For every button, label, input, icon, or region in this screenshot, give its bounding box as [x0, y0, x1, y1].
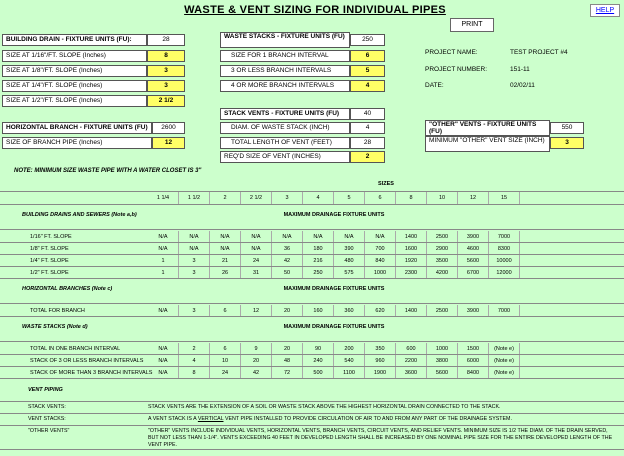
- four-or-more-intervals-value: 4: [350, 80, 385, 92]
- table-cell: 575: [334, 267, 365, 279]
- table-cell: N/A: [148, 243, 179, 255]
- table-cell: (Note e): [489, 367, 520, 379]
- stack-vents-fu-input[interactable]: 40: [350, 108, 385, 120]
- table-row-label: TOTAL IN ONE BRANCH INTERVAL: [30, 346, 121, 352]
- table-cell: 4200: [427, 267, 458, 279]
- table-cell: 3800: [427, 355, 458, 367]
- building-drain-label: BUILDING DRAIN - FIXTURE UNITS (FU):: [2, 34, 147, 46]
- table-cell: 7000: [489, 305, 520, 317]
- vent-length-label: TOTAL LENGTH OF VENT (FEET): [220, 137, 350, 149]
- help-link[interactable]: HELP: [590, 4, 620, 17]
- table-cell: 48: [272, 355, 303, 367]
- branch-pipe-size-value: 12: [152, 137, 185, 149]
- table-cell: N/A: [334, 231, 365, 243]
- table-cell: 3: [179, 305, 210, 317]
- slope-1-8-value: 3: [147, 65, 185, 77]
- divider: [0, 204, 624, 205]
- waste-stack-diameter-input[interactable]: 4: [350, 122, 385, 134]
- divider: [0, 316, 624, 317]
- size-column-header: 6: [365, 192, 396, 204]
- table-cell: 9: [241, 343, 272, 355]
- section-title: BUILDING DRAINS AND SEWERS (Note a,b): [22, 212, 137, 218]
- table-cell: 390: [334, 243, 365, 255]
- table-cell: 31: [241, 267, 272, 279]
- table-cell: 42: [241, 367, 272, 379]
- stack-vents-label: STACK VENTS - FIXTURE UNITS (FU): [220, 108, 350, 120]
- building-drain-fu-input[interactable]: 28: [147, 34, 185, 46]
- table-cell: N/A: [148, 231, 179, 243]
- table-cell: 5600: [427, 367, 458, 379]
- table-cell: 6: [210, 305, 241, 317]
- min-other-vent-size-value: 3: [550, 137, 584, 149]
- slope-1-2-label: SIZE AT 1/2"/FT. SLOPE (Inches): [2, 95, 147, 107]
- table-cell: 620: [365, 305, 396, 317]
- one-branch-interval-value: 6: [350, 50, 385, 62]
- min-other-vent-size-label: MINIMUM "OTHER" VENT SIZE (INCH): [425, 136, 550, 152]
- table-cell: N/A: [241, 243, 272, 255]
- table-cell: 3: [179, 255, 210, 267]
- max-dfu-label: MAXIMUM DRAINAGE FIXTURE UNITS: [283, 324, 385, 330]
- table-cell: 960: [365, 355, 396, 367]
- slope-1-16-value: 8: [147, 50, 185, 62]
- size-column-header: 10: [427, 192, 458, 204]
- date-value[interactable]: 02/02/11: [510, 82, 535, 89]
- table-cell: 6700: [458, 267, 489, 279]
- divider: [0, 378, 624, 379]
- section-title: HORIZONTAL BRANCHES (Note c): [22, 286, 113, 292]
- table-cell: 1500: [458, 343, 489, 355]
- table-cell: 1000: [365, 267, 396, 279]
- table-cell: 8: [179, 367, 210, 379]
- three-or-less-intervals-label: 3 OR LESS BRANCH INTERVALS: [220, 65, 350, 77]
- table-cell: 250: [303, 267, 334, 279]
- table-cell: N/A: [303, 231, 334, 243]
- table-cell: N/A: [148, 343, 179, 355]
- table-cell: 480: [334, 255, 365, 267]
- table-row-label: 1/4" FT. SLOPE: [30, 258, 69, 264]
- table-cell: 72: [272, 367, 303, 379]
- table-cell: 21: [210, 255, 241, 267]
- table-cell: N/A: [365, 231, 396, 243]
- definition-term: STACK VENTS:: [28, 404, 66, 410]
- size-column-header: 1 1/2: [179, 192, 210, 204]
- table-cell: 4600: [458, 243, 489, 255]
- table-cell: 42: [272, 255, 303, 267]
- table-cell: N/A: [148, 305, 179, 317]
- table-cell: 1000: [427, 343, 458, 355]
- table-cell: N/A: [148, 355, 179, 367]
- definition-term: VENT STACKS:: [28, 416, 66, 422]
- four-or-more-intervals-label: 4 OR MORE BRANCH INTERVALS: [220, 80, 350, 92]
- table-cell: 6000: [458, 355, 489, 367]
- table-cell: 2900: [427, 243, 458, 255]
- section-title: WASTE STACKS (Note d): [22, 324, 88, 330]
- table-cell: 50: [272, 267, 303, 279]
- table-cell: 360: [334, 305, 365, 317]
- divider: [0, 303, 624, 304]
- table-cell: 2500: [427, 305, 458, 317]
- table-cell: 200: [334, 343, 365, 355]
- other-vents-label: "OTHER" VENTS - FIXTURE UNITS (FU): [425, 120, 550, 136]
- print-button[interactable]: PRINT: [450, 18, 494, 32]
- definition-text-before: A VENT STACK IS A: [148, 416, 198, 422]
- divider: [0, 449, 624, 450]
- definition-text: "OTHER" VENTS INCLUDE INDIVIDUAL VENTS, HORIZONTAL VENTS, BRANCH VENTS, CIRCUIT VENTS, AND RELIEF VENTS. MINIMUM SIZE IS 1/2 THE DIAM. OF THE DRAIN SERVED, BUT NOT LESS THAN 1-1/4". VENTS EXCEEDING 40 FEET IN DEVELOPED LENGTH SHALL BE INCREASED BY ONE NOMINAL PIPE SIZE FOR THE ENTIRE DEVELOPED LENGTH OF THE VENT PIPE.: [148, 428, 613, 448]
- one-branch-interval-label: SIZE FOR 1 BRANCH INTERVAL: [220, 50, 350, 62]
- table-cell: 6: [210, 343, 241, 355]
- project-name-value[interactable]: TEST PROJECT #4: [510, 49, 568, 56]
- table-cell: N/A: [148, 367, 179, 379]
- table-cell: 10: [210, 355, 241, 367]
- divider: [0, 413, 624, 414]
- table-cell: 216: [303, 255, 334, 267]
- divider: [0, 278, 624, 279]
- table-cell: 7000: [489, 231, 520, 243]
- table-cell: 1: [148, 255, 179, 267]
- table-cell: N/A: [210, 231, 241, 243]
- max-dfu-label: MAXIMUM DRAINAGE FIXTURE UNITS: [283, 212, 385, 218]
- table-cell: 1900: [365, 367, 396, 379]
- table-cell: 8400: [458, 367, 489, 379]
- table-cell: 700: [365, 243, 396, 255]
- table-cell: 90: [303, 343, 334, 355]
- table-cell: N/A: [210, 243, 241, 255]
- required-vent-size-label: REQ'D SIZE OF VENT (INCHES): [220, 151, 350, 163]
- water-closet-note: NOTE: MINIMUM SIZE WASTE PIPE WITH A WATER CLOSET IS 3": [14, 168, 202, 174]
- definition-text: [148, 416, 618, 423]
- table-cell: 2: [179, 343, 210, 355]
- table-cell: 350: [365, 343, 396, 355]
- slope-1-16-label: SIZE AT 1/16"/FT. SLOPE (Inches): [2, 50, 147, 62]
- divider: [0, 341, 624, 342]
- table-cell: 1600: [396, 243, 427, 255]
- waste-stack-diameter-label: DIAM. OF WASTE STACK (INCH): [220, 122, 350, 134]
- table-cell: 540: [334, 355, 365, 367]
- size-column-header: 2: [210, 192, 241, 204]
- definition-term: "OTHER VENTS": [28, 428, 70, 434]
- definition-text-after: VENT PIPE INSTALLED TO PROVIDE CIRCULATION OF AIR TO AND FROM ANY PART OF THE DRAINAGE SYSTEM.: [223, 416, 512, 422]
- table-cell: 4: [179, 355, 210, 367]
- page-title: WASTE & VENT SIZING FOR INDIVIDUAL PIPES: [184, 4, 446, 16]
- size-column-header: 2 1/2: [241, 192, 272, 204]
- table-cell: 180: [303, 243, 334, 255]
- size-column-header: 4: [303, 192, 334, 204]
- table-row-label: TOTAL FOR BRANCH: [30, 308, 85, 314]
- definition-text: STACK VENTS ARE THE EXTENSION OF A SOIL OR WASTE STACK ABOVE THE HIGHEST HORIZONTAL DRAIN CONNECTED TO THE STACK.: [148, 404, 501, 410]
- project-number-label: PROJECT NUMBER:: [425, 66, 487, 73]
- project-number-value[interactable]: 151-11: [510, 66, 530, 73]
- table-cell: 500: [303, 367, 334, 379]
- table-cell: 12000: [489, 267, 520, 279]
- table-cell: 36: [272, 243, 303, 255]
- slope-1-4-label: SIZE AT 1/4"/FT. SLOPE (Inches): [2, 80, 147, 92]
- size-column-header: 15: [489, 192, 520, 204]
- branch-pipe-size-label: SIZE OF BRANCH PIPE (Inches): [2, 137, 152, 149]
- slope-1-2-value: 2 1/2: [147, 95, 185, 107]
- table-row-label: 1/16" FT. SLOPE: [30, 234, 72, 240]
- table-cell: 26: [210, 267, 241, 279]
- other-vents-fu-input[interactable]: 550: [550, 122, 584, 134]
- table-cell: 2200: [396, 355, 427, 367]
- table-cell: 20: [241, 355, 272, 367]
- table-cell: 1920: [396, 255, 427, 267]
- horizontal-branch-fu-input[interactable]: 2600: [152, 122, 185, 134]
- size-column-header: 12: [458, 192, 489, 204]
- table-cell: 2500: [427, 231, 458, 243]
- table-cell: 24: [241, 255, 272, 267]
- sizes-label: SIZES: [378, 181, 394, 187]
- size-column-header: 5: [334, 192, 365, 204]
- vent-length-input[interactable]: 28: [350, 137, 385, 149]
- table-row-label: 1/8" FT. SLOPE: [30, 246, 69, 252]
- three-or-less-intervals-value: 5: [350, 65, 385, 77]
- table-cell: 10000: [489, 255, 520, 267]
- table-cell: 12: [241, 305, 272, 317]
- max-dfu-label: MAXIMUM DRAINAGE FIXTURE UNITS: [283, 286, 385, 292]
- table-cell: 1400: [396, 231, 427, 243]
- divider: [0, 229, 624, 230]
- table-cell: 3900: [458, 231, 489, 243]
- table-row-label: STACK OF MORE THAN 3 BRANCH INTERVALS: [30, 370, 153, 376]
- table-cell: N/A: [179, 243, 210, 255]
- table-cell: 24: [210, 367, 241, 379]
- date-label: DATE:: [425, 82, 444, 89]
- table-cell: 1400: [396, 305, 427, 317]
- required-vent-size-value: 2: [350, 151, 385, 163]
- slope-1-4-value: 3: [147, 80, 185, 92]
- table-cell: 160: [303, 305, 334, 317]
- table-cell: 5600: [458, 255, 489, 267]
- size-column-header: 8: [396, 192, 427, 204]
- table-cell: N/A: [179, 231, 210, 243]
- waste-stacks-fu-input[interactable]: 250: [350, 34, 385, 46]
- table-cell: 1100: [334, 367, 365, 379]
- table-cell: 8300: [489, 243, 520, 255]
- project-name-label: PROJECT NAME:: [425, 49, 478, 56]
- definition-text-underlined: VERTICAL: [197, 416, 224, 422]
- table-cell: N/A: [272, 231, 303, 243]
- size-column-header: 1 1/4: [148, 192, 179, 204]
- table-cell: (Note e): [489, 355, 520, 367]
- table-row-label: STACK OF 3 OR LESS BRANCH INTERVALS: [30, 358, 144, 364]
- table-cell: 3500: [427, 255, 458, 267]
- table-cell: 2300: [396, 267, 427, 279]
- slope-1-8-label: SIZE AT 1/8"/FT. SLOPE (Inches): [2, 65, 147, 77]
- horizontal-branch-label: HORIZONTAL BRANCH - FIXTURE UNITS (FU): [2, 122, 152, 134]
- vent-piping-title: VENT PIPING: [28, 387, 63, 393]
- table-cell: 1: [148, 267, 179, 279]
- table-cell: 840: [365, 255, 396, 267]
- table-cell: 20: [272, 305, 303, 317]
- table-cell: N/A: [241, 231, 272, 243]
- table-cell: 240: [303, 355, 334, 367]
- table-cell: (Note e): [489, 343, 520, 355]
- divider: [0, 425, 624, 426]
- divider: [0, 401, 624, 402]
- table-cell: 20: [272, 343, 303, 355]
- table-cell: 3900: [458, 305, 489, 317]
- table-cell: 3: [179, 267, 210, 279]
- table-cell: 600: [396, 343, 427, 355]
- waste-stacks-label: WASTE STACKS - FIXTURE UNITS (FU): [220, 32, 350, 48]
- table-cell: 3600: [396, 367, 427, 379]
- drainage-fixture-units-table: [0, 181, 624, 456]
- size-column-header: 3: [272, 192, 303, 204]
- table-row-label: 1/2" FT. SLOPE: [30, 270, 69, 276]
